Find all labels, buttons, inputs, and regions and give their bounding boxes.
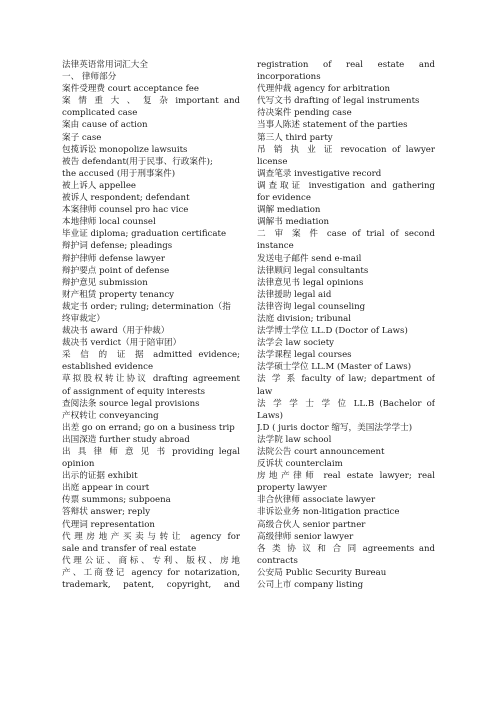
- glossary-line: 调解书 mediation: [257, 217, 330, 228]
- glossary-line: 房地产律师 real estate lawyer; real: [257, 471, 435, 482]
- glossary-line: 裁决书 verdict（用于陪审团）: [62, 338, 182, 349]
- glossary-line: instance: [257, 241, 294, 252]
- glossary-line: 第三人 third party: [257, 132, 333, 143]
- glossary-line: 出庭 appear in court: [62, 483, 150, 494]
- glossary-line: 毕业证 diploma; graduation certificate: [62, 229, 227, 240]
- glossary-line: Laws): [257, 410, 283, 421]
- glossary-line: 法律顾问 legal consultants: [257, 265, 369, 276]
- glossary-line: 各 类 协 议 和 合 同 agreements and: [257, 543, 435, 554]
- glossary-line: 答辩状 answer; reply: [62, 507, 151, 518]
- glossary-line: the accused (用于刑事案件): [62, 168, 176, 179]
- glossary-line: 发送电子邮件 send e-mail: [257, 253, 362, 264]
- glossary-line: 高级律师 senior lawyer: [257, 531, 354, 542]
- glossary-line: 当事人陈述 statement of the parties: [257, 120, 408, 131]
- glossary-line: 法学博士学位 LL.D (Doctor of Laws): [257, 326, 408, 337]
- glossary-line: 传票 summons; subpoena: [62, 495, 171, 506]
- section-heading: 一、 律师部分: [62, 72, 117, 83]
- glossary-line: 产、工商登记 agency for notarization,: [62, 567, 240, 578]
- glossary-line: 代理房地产买卖与转让 agency for: [62, 531, 240, 542]
- glossary-line: 法学会 law society: [257, 338, 335, 349]
- glossary-line: 辩护要点 point of defense: [62, 265, 170, 276]
- glossary-line: incorporations: [257, 72, 321, 83]
- left-column: [62, 59, 240, 591]
- glossary-line: established evidence: [62, 362, 154, 373]
- document-title: 法律英语常用词汇大全: [62, 60, 148, 70]
- glossary-line: 代理词 representation: [62, 519, 155, 530]
- glossary-line: 法律咨询 legal counseling: [257, 301, 366, 312]
- glossary-line: 非诉讼业务 non-litigation practice: [257, 507, 400, 518]
- glossary-line: 法律援助 legal aid: [257, 289, 332, 300]
- glossary-line: 被告 defendant(用于民事、行政案件);: [62, 156, 213, 167]
- glossary-line: 代理公证、商标、专利、版权、房地: [62, 555, 240, 566]
- glossary-line: 被诉人 respondent; defendant: [62, 193, 190, 204]
- glossary-line: 调查取证 investigation and gathering: [257, 180, 435, 191]
- glossary-line: 法庭 division; tribunal: [257, 313, 352, 324]
- glossary-line: 案 情 重 大 、 复 杂 important and: [62, 96, 240, 107]
- glossary-line: 辩护律师 defense lawyer: [62, 253, 165, 264]
- glossary-line: 高级合伙人 senior partner: [257, 519, 366, 530]
- glossary-line: 出示的证据 exhibit: [62, 471, 138, 482]
- glossary-line: law: [257, 386, 273, 397]
- glossary-line: 法 学 学 士 学 位 LL.B (Bachelor of: [257, 398, 435, 409]
- glossary-line: 反诉状 counterclaim: [257, 459, 343, 470]
- glossary-line: 出国深造 further study abroad: [62, 434, 190, 445]
- glossary-line: 裁决书 award（用于仲裁）: [62, 326, 170, 337]
- glossary-line: contracts: [257, 555, 298, 566]
- glossary-line: 辩护词 defense; pleadings: [62, 241, 173, 252]
- right-entry-list: [257, 59, 435, 591]
- glossary-line: 出差 go on errand; go on a business trip: [62, 422, 235, 433]
- glossary-line: 被上诉人 appellee: [62, 180, 136, 191]
- glossary-line: 财产租赁 property tenancy: [62, 289, 175, 300]
- glossary-line: 本地律师 local counsel: [62, 217, 156, 228]
- glossary-line: license: [257, 156, 288, 167]
- glossary-line: 调解 mediation: [257, 205, 321, 216]
- glossary-line: 法律意见书 legal opinions: [257, 277, 364, 288]
- glossary-line: 公司上市 company listing: [257, 580, 364, 591]
- glossary-line: property lawyer: [257, 483, 327, 494]
- glossary-line: opinion: [62, 459, 95, 470]
- left-entry-list: [62, 83, 240, 591]
- right-column: [257, 59, 435, 591]
- glossary-line: 法学课程 legal courses: [257, 350, 352, 361]
- glossary-line: 终审裁定）: [62, 313, 105, 324]
- glossary-line: 案子 case: [62, 132, 102, 143]
- glossary-line: 案由 cause of action: [62, 120, 148, 131]
- glossary-line: 包揽诉讼 monopolize lawsuits: [62, 144, 188, 155]
- glossary-line: 代理仲裁 agency for arbitration: [257, 84, 391, 95]
- glossary-line: J.D ( juris doctor 缩写，美国法学学士): [257, 422, 413, 433]
- glossary-line: 待决案件 pending case: [257, 108, 352, 119]
- glossary-line: for evidence: [257, 193, 311, 204]
- glossary-line: 法 学 系 faculty of law; department of: [257, 374, 435, 385]
- glossary-line: 二 审 案 件 case of trial of second: [257, 229, 435, 240]
- glossary-line: 采 信 的 证 据 admitted evidence;: [62, 350, 240, 361]
- glossary-line: 查阅法条 source legal provisions: [62, 398, 200, 409]
- glossary-line: 草拟股权转让协议 drafting agreement: [62, 374, 240, 385]
- glossary-line: 案件受理费 court acceptance fee: [62, 84, 199, 95]
- glossary-line: 法学院 law school: [257, 434, 332, 445]
- glossary-line: of assignment of equity interests: [62, 386, 206, 397]
- glossary-line: complicated case: [62, 108, 138, 119]
- glossary-line: 代写文书 drafting of legal instruments: [257, 96, 420, 107]
- glossary-line: 公安局 Public Security Bureau: [257, 567, 387, 578]
- glossary-line: 非合伙律师 associate lawyer: [257, 495, 376, 506]
- glossary-line: 法院公告 court announcement: [257, 447, 385, 457]
- glossary-line: 裁定书 order; ruling; determination（指: [62, 301, 231, 312]
- glossary-line: 本案律师 counsel pro hac vice: [62, 205, 189, 216]
- glossary-line: 吊 销 执 业 证 revocation of lawyer: [257, 144, 435, 155]
- glossary-line: 产权转让 conveyancing: [62, 410, 159, 421]
- glossary-line: trademark, patent, copyright, and: [62, 580, 240, 591]
- glossary-line: 调查笔录 investigative record: [257, 168, 382, 179]
- glossary-line: registration of real estate and: [257, 60, 435, 70]
- glossary-line: sale and transfer of real estate: [62, 543, 197, 554]
- glossary-line: 法学硕士学位 LL.M (Master of Laws): [257, 362, 412, 373]
- glossary-line: 出 具 律 师 意 见 书 providing legal: [62, 447, 240, 457]
- glossary-line: 辩护意见 submission: [62, 277, 148, 288]
